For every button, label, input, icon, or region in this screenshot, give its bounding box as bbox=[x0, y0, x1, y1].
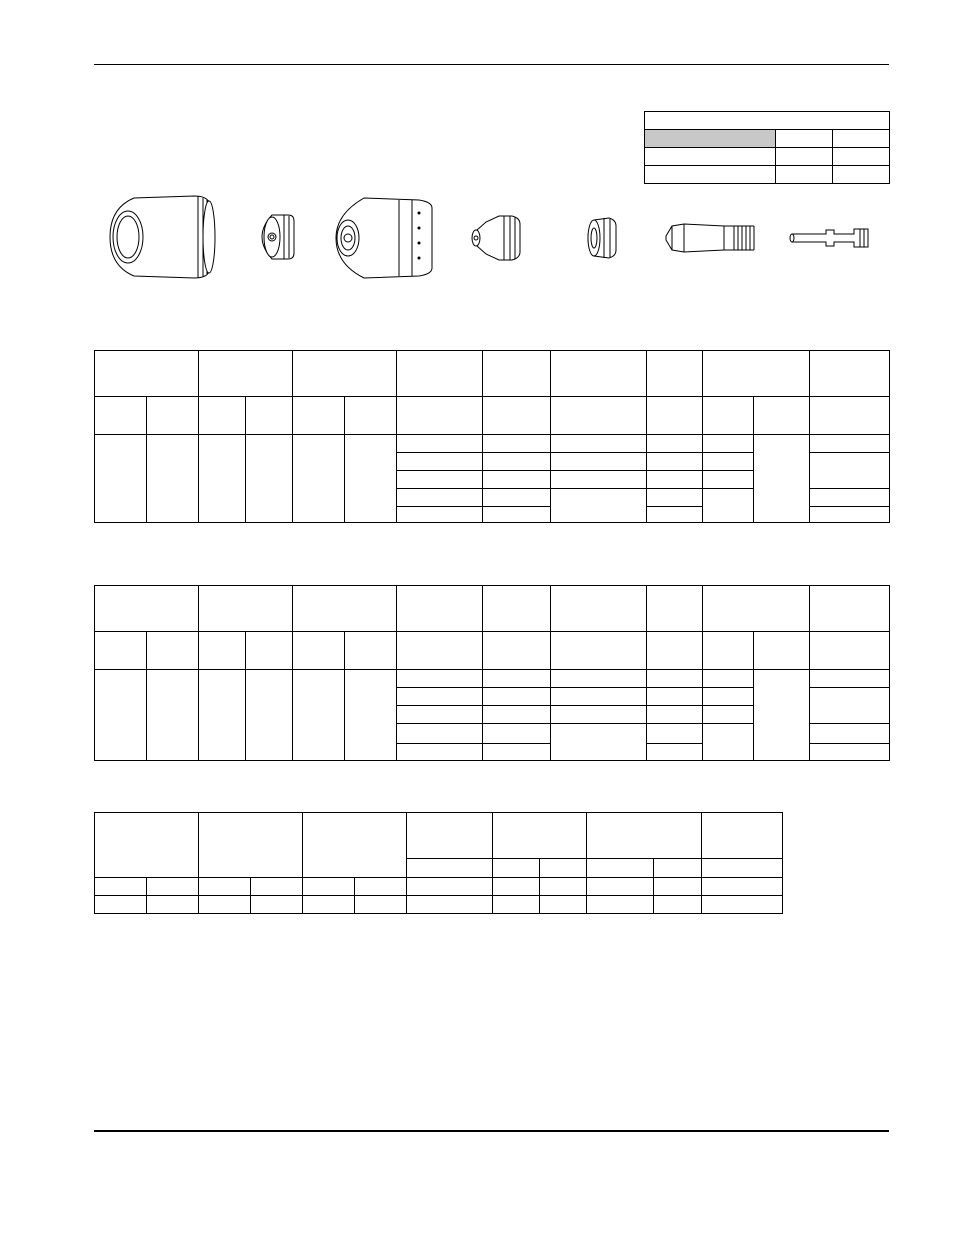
data-cell bbox=[246, 435, 293, 523]
data-cell bbox=[407, 896, 493, 914]
data-cell bbox=[483, 670, 550, 688]
header-cell bbox=[550, 586, 646, 632]
data-cell bbox=[702, 878, 783, 896]
subheader-cell bbox=[809, 397, 889, 435]
data-cell bbox=[550, 489, 646, 523]
legend-cell bbox=[645, 148, 776, 166]
retaining-cap-icon bbox=[336, 198, 432, 278]
legend-cell bbox=[833, 166, 890, 184]
subheader-cell bbox=[199, 632, 246, 670]
header-cell bbox=[407, 813, 493, 859]
data-cell bbox=[702, 435, 753, 453]
data-cell bbox=[540, 896, 587, 914]
data-cell bbox=[483, 489, 550, 507]
data-cell bbox=[147, 896, 199, 914]
legend-cell bbox=[645, 166, 776, 184]
data-cell bbox=[493, 878, 540, 896]
data-cell bbox=[646, 453, 702, 471]
legend-shaded-cell bbox=[645, 130, 776, 148]
subheader-cell bbox=[345, 632, 397, 670]
data-cell bbox=[199, 435, 246, 523]
header-cell bbox=[646, 351, 702, 397]
data-cell bbox=[646, 471, 702, 489]
legend-cell bbox=[776, 166, 833, 184]
subheader-cell bbox=[483, 397, 550, 435]
header-cell bbox=[95, 351, 199, 397]
data-cell bbox=[251, 896, 303, 914]
data-cell bbox=[397, 507, 483, 523]
data-cell bbox=[753, 670, 809, 761]
data-cell bbox=[702, 706, 753, 724]
legend-cell bbox=[776, 148, 833, 166]
data-cell bbox=[809, 724, 889, 744]
data-cell bbox=[646, 744, 702, 761]
data-cell bbox=[397, 435, 483, 453]
data-cell bbox=[147, 435, 199, 523]
data-cell bbox=[702, 670, 753, 688]
subheader-cell bbox=[753, 397, 809, 435]
cut-chart-table-1 bbox=[94, 350, 890, 523]
data-cell bbox=[809, 489, 889, 507]
subheader-cell bbox=[345, 397, 397, 435]
subheader-cell bbox=[397, 632, 483, 670]
data-cell bbox=[483, 435, 550, 453]
data-cell bbox=[646, 724, 702, 744]
data-cell bbox=[550, 453, 646, 471]
data-cell bbox=[809, 435, 889, 453]
subheader-cell bbox=[550, 632, 646, 670]
data-cell bbox=[345, 670, 397, 761]
legend-cell bbox=[833, 148, 890, 166]
data-cell bbox=[654, 896, 702, 914]
legend-cell bbox=[833, 130, 890, 148]
header-cell bbox=[809, 586, 889, 632]
data-cell bbox=[95, 670, 147, 761]
data-cell bbox=[147, 670, 199, 761]
data-cell bbox=[646, 670, 702, 688]
data-cell bbox=[483, 744, 550, 761]
data-cell bbox=[95, 435, 147, 523]
data-cell bbox=[646, 688, 702, 706]
data-cell bbox=[809, 670, 889, 688]
subheader-cell bbox=[147, 632, 199, 670]
data-cell bbox=[397, 670, 483, 688]
data-cell bbox=[654, 878, 702, 896]
header-cell bbox=[646, 586, 702, 632]
subheader-cell bbox=[587, 859, 654, 878]
subheader-cell bbox=[550, 397, 646, 435]
subheader-cell bbox=[293, 397, 345, 435]
header-rule bbox=[94, 64, 889, 65]
subheader-cell bbox=[95, 632, 147, 670]
subheader-cell bbox=[540, 859, 587, 878]
data-cell bbox=[809, 744, 889, 761]
header-cell bbox=[397, 586, 483, 632]
data-cell bbox=[199, 878, 251, 896]
data-cell bbox=[147, 878, 199, 896]
header-cell bbox=[493, 813, 587, 859]
data-cell bbox=[646, 507, 702, 523]
data-cell bbox=[397, 688, 483, 706]
subheader-cell bbox=[246, 632, 293, 670]
data-cell bbox=[550, 471, 646, 489]
header-cell bbox=[199, 586, 293, 632]
header-cell bbox=[293, 586, 397, 632]
data-cell bbox=[95, 896, 147, 914]
data-cell bbox=[246, 670, 293, 761]
data-cell bbox=[483, 688, 550, 706]
data-cell bbox=[702, 724, 753, 761]
nozzle-icon bbox=[472, 216, 520, 260]
data-cell bbox=[199, 896, 251, 914]
header-cell bbox=[95, 586, 199, 632]
data-cell bbox=[483, 724, 550, 744]
subheader-cell bbox=[702, 859, 783, 878]
cut-chart-table-3 bbox=[94, 812, 783, 914]
cut-chart-table-2 bbox=[94, 585, 890, 761]
subheader-cell bbox=[397, 397, 483, 435]
data-cell bbox=[493, 896, 540, 914]
header-cell bbox=[199, 351, 293, 397]
data-cell bbox=[702, 896, 783, 914]
header-cell bbox=[550, 351, 646, 397]
subheader-cell bbox=[246, 397, 293, 435]
header-cell bbox=[702, 586, 809, 632]
header-cell bbox=[809, 351, 889, 397]
electrode-icon bbox=[666, 224, 754, 252]
header-cell bbox=[587, 813, 702, 859]
legend-cell bbox=[776, 130, 833, 148]
data-cell bbox=[540, 878, 587, 896]
header-cell bbox=[199, 813, 303, 878]
data-cell bbox=[397, 706, 483, 724]
data-cell bbox=[397, 744, 483, 761]
subheader-cell bbox=[702, 632, 753, 670]
data-cell bbox=[702, 453, 753, 471]
data-cell bbox=[293, 670, 345, 761]
data-cell bbox=[550, 670, 646, 688]
data-cell bbox=[646, 706, 702, 724]
header-cell bbox=[483, 586, 550, 632]
data-cell bbox=[646, 435, 702, 453]
subheader-cell bbox=[199, 397, 246, 435]
data-cell bbox=[407, 878, 493, 896]
data-cell bbox=[550, 688, 646, 706]
data-cell bbox=[809, 688, 889, 724]
data-cell bbox=[199, 670, 246, 761]
data-cell bbox=[702, 471, 753, 489]
shield-retaining-cap-icon bbox=[262, 215, 294, 259]
footer-rule bbox=[94, 1130, 889, 1132]
data-cell bbox=[587, 878, 654, 896]
shield-icon bbox=[110, 196, 215, 278]
data-cell bbox=[483, 471, 550, 489]
header-cell bbox=[303, 813, 407, 878]
data-cell bbox=[550, 724, 646, 761]
subheader-cell bbox=[646, 397, 702, 435]
data-cell bbox=[303, 878, 355, 896]
data-cell bbox=[293, 435, 345, 523]
data-cell bbox=[355, 878, 407, 896]
data-cell bbox=[303, 896, 355, 914]
data-cell bbox=[251, 878, 303, 896]
data-cell bbox=[646, 489, 702, 507]
subheader-cell bbox=[809, 632, 889, 670]
data-cell bbox=[397, 471, 483, 489]
data-cell bbox=[355, 896, 407, 914]
header-cell bbox=[293, 351, 397, 397]
subheader-cell bbox=[293, 632, 345, 670]
data-cell bbox=[483, 706, 550, 724]
data-cell bbox=[95, 878, 147, 896]
header-cell bbox=[397, 351, 483, 397]
data-cell bbox=[397, 724, 483, 744]
subheader-cell bbox=[95, 397, 147, 435]
data-cell bbox=[550, 706, 646, 724]
header-cell bbox=[483, 351, 550, 397]
data-cell bbox=[809, 453, 889, 489]
header-cell bbox=[702, 351, 809, 397]
subheader-cell bbox=[654, 859, 702, 878]
consumable-parts-illustration bbox=[94, 188, 889, 288]
legend-table bbox=[644, 111, 890, 184]
data-cell bbox=[397, 453, 483, 471]
legend-header-cell bbox=[645, 112, 890, 130]
data-cell bbox=[809, 507, 889, 523]
subheader-cell bbox=[753, 632, 809, 670]
data-cell bbox=[483, 453, 550, 471]
data-cell bbox=[345, 435, 397, 523]
data-cell bbox=[587, 896, 654, 914]
data-cell bbox=[702, 688, 753, 706]
water-tube-icon bbox=[790, 229, 868, 247]
data-cell bbox=[483, 507, 550, 523]
header-cell bbox=[702, 813, 783, 859]
data-cell bbox=[550, 435, 646, 453]
data-cell bbox=[397, 489, 483, 507]
data-cell bbox=[702, 489, 753, 523]
data-cell bbox=[753, 435, 809, 523]
subheader-cell bbox=[702, 397, 753, 435]
subheader-cell bbox=[483, 632, 550, 670]
header-cell bbox=[95, 813, 199, 878]
subheader-cell bbox=[407, 859, 493, 878]
swirl-ring-icon bbox=[588, 218, 616, 258]
subheader-cell bbox=[646, 632, 702, 670]
subheader-cell bbox=[147, 397, 199, 435]
subheader-cell bbox=[493, 859, 540, 878]
